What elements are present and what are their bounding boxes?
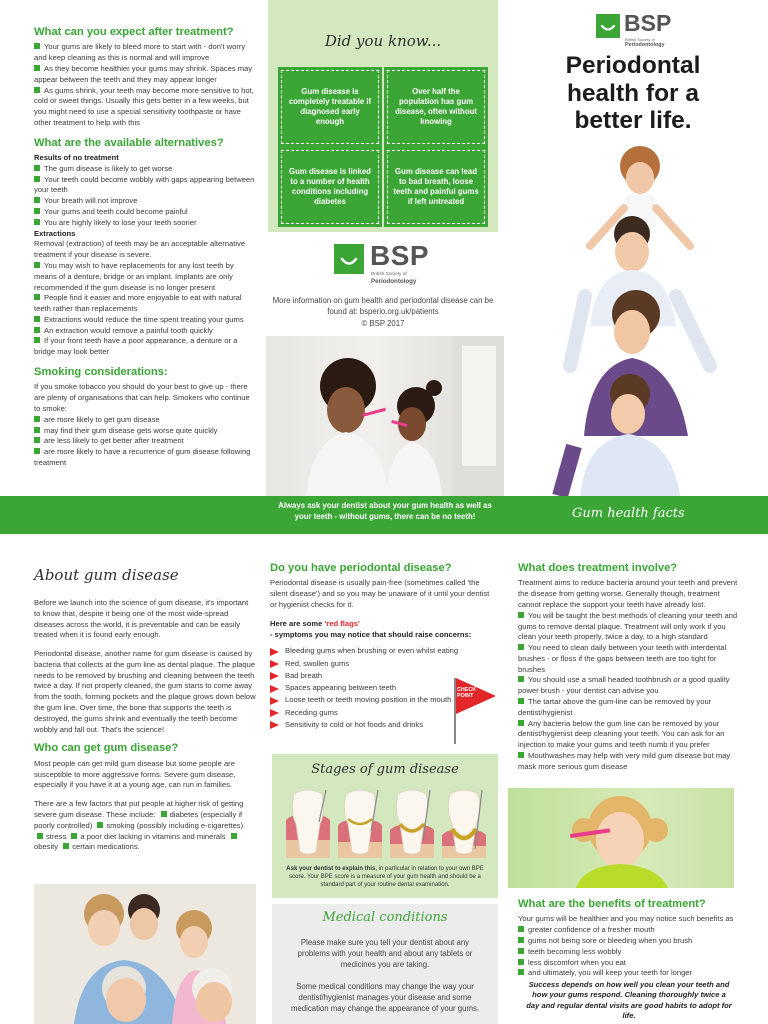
treatment-title: What does treatment involve? [518,562,678,574]
brushing-teeth-photo [266,336,504,496]
list-item: You should use a small headed toothbrush or a good quality power brush - your dentist can advise you [518,675,740,697]
main-title-line: health for a [566,79,700,107]
red-triangle-icon [270,721,279,729]
girl-brushing-photo [508,788,734,888]
stages-caption [278,866,492,889]
red-flag-item [270,659,498,670]
family-photo [540,136,730,496]
grandparents-photo [34,884,256,1024]
green-square-icon [63,843,69,849]
red-flag-text: Spaces appearing between teeth [285,683,397,693]
red-triangle-icon [270,648,279,656]
red-triangle-icon [270,660,279,668]
red-flag-text: Bad breath [285,670,323,680]
periodontal-paragraph: Periodontal disease is usually pain-free (sometimes called 'the silent disease') and so you may be unaware of it until your dentist or hygienist checks for it. [270,578,490,609]
logo-subtext-1: British Society of [625,37,655,42]
bsp-logo-top [596,10,706,54]
list-item: You need to clean daily between your teeth with interdental brushes - or floss if the gaps between teeth are too tight for brushes [518,643,740,675]
list-item: and ultimately, you will keep your teeth for longer [518,968,740,979]
green-square-icon [97,822,103,828]
list-item: You are highly likely to lose your teeth sooner [34,218,256,229]
tooth-stages-icon [278,786,492,858]
list-item: are more likely to get gum disease [34,415,256,426]
risk-factor: a poor diet lacking in vitamins and minerals [80,831,226,841]
red-triangle-icon [270,697,279,705]
list-item: Your teeth could become wobbly with gaps appearing between your teeth [34,174,255,195]
list-item: Your gums and teeth could become painful [34,207,256,218]
family-illustration [540,136,730,496]
extractions-paragraph: Removal (extraction) of teeth may be an acceptable alternative treatment if your disease is severe. [34,239,246,260]
periodontal-title: Do you have periodontal disease? [270,562,452,574]
stages-illustration [278,786,492,858]
list-item: teeth becoming less wobbly [518,947,740,958]
who-title: Who can get gum disease? [34,742,179,755]
benefits-title: What are the benefits of treatment? [518,898,706,910]
list-item: The gum disease is likely to get worse [34,164,256,175]
risk-factor: smoking (possibly including e-cigarettes) [106,820,244,830]
smoking-list [34,415,256,469]
banner-text: Always ask your dentist about your gum health as well as your teeth - without gums, there can be no teeth! [278,501,492,521]
about-gum-disease-heading: About gum disease [34,566,179,584]
main-title-line: Periodontal [565,52,701,79]
smile-logo-icon [596,14,620,38]
list-item: Mouthwashes may help with very mild gum disease but may mask more serious gum disease [518,751,740,773]
red-flag-text: Red, swollen gums [285,658,350,668]
risk-factor: certain medications. [72,842,140,852]
list-item: People find it easier and more enjoyable to eat with natural teeth rather than replacements [34,293,256,315]
did-you-know-heading: Did you know... [324,32,442,50]
tooth-stage-icon [390,790,434,858]
red-flag-text: Receding gums [285,707,338,717]
logo-text: BSP [624,10,672,36]
girl-brushing-illustration [508,788,734,888]
bsp-logo-middle [334,238,454,288]
smile-logo-icon [334,244,364,274]
green-square-icon [161,811,167,817]
who-paragraph: Most people can get mild gum disease but some people are susceptible to more aggressive forms. Severe gum disease, especially if you have it at a young age, can run in families. [34,758,236,790]
about-paragraph: Before we launch into the science of gum disease, it's important to know that, despite it being one of the most wide-spread diseases across the world, it is preventable and can be easily treated when it is found early enough. [34,598,249,640]
risk-factor: stress [46,831,67,841]
copyright-text: © BSP 2017 [361,319,405,328]
brushing-illustration [266,336,504,496]
red-flag-item [270,646,498,657]
benefits-section [518,898,740,979]
red-triangle-icon [270,685,279,693]
red-triangle-icon [270,672,279,680]
banner-label: Gum health facts [572,506,685,521]
treatment-section [518,562,740,773]
extractions-list [34,261,256,358]
risk-factors-paragraph [34,799,256,853]
medical-heading: Medical conditions [322,910,448,925]
list-item: An extraction would remove a painful tooth quickly [34,326,256,337]
list-item: As gums shrink, your teeth may become more sensitive to hot, cold or sweet things. Usually this gets better in a few weeks, but you might need to use a special sensitivity toothpaste or have other treatment to help with this [34,86,256,129]
smoking-title: Smoking considerations: [34,365,168,378]
stages-heading: Stages of gum disease [311,762,459,777]
main-title-line: better life. [574,107,692,135]
list-item: Any bacteria below the gum line can be removed by your dentist/hygienist deep cleaning your teeth. You can ask for an injection to make your gums and teeth numb if you prefer [518,719,740,751]
red-flags-intro-1: Here are some [270,618,325,628]
tooth-stage-icon [286,790,330,858]
red-triangle-icon [270,709,279,717]
logo-subtext-2: Periodontology [625,42,665,48]
medical-paragraph: Please make sure you tell your dentist about any problems with your health and about any tablets or medicines you are taking. [297,938,473,969]
tooth-stage-icon [338,790,382,858]
red-flag-text: Bleeding gums when brushing or even whilst eating [285,646,459,656]
closing-statement: Success depends on how well you clean your teeth and how your gums respond. Cleaning thoroughly twice a day and regular dental visits are good habits to adopt for life. [526,980,732,1021]
list-item: Your breath will not improve [34,196,256,207]
red-flags-highlight: 'red flags' [324,618,360,628]
list-item: less discomfort when you eat [518,958,740,969]
main-title [538,52,728,135]
red-flag-text: Sensitivity to cold or hot foods and drinks [285,720,424,730]
risk-factor: diabetes (especially if poorly controlled) [34,809,243,830]
fact-card: Over half the population has gum disease, often without knowing [387,70,485,144]
red-flags-intro-2: - symptoms you may notice that should raise concerns: [270,629,472,639]
bottom-left-column [34,598,256,853]
check-point-text: CHECK [457,687,477,693]
treatment-paragraph: Treatment aims to reduce bacteria around your teeth and prevent the disease from getting worse. Generally though, treatment cannot replace the support your teeth have already lost. [518,578,738,609]
green-square-icon [37,833,43,839]
about-paragraph: Periodontal disease, another name for gum disease is caused by bacteria that collects at the gum line as dental plaque. The plaque needs to be removed by brushing and cleaning between the teeth twice a day. If not properly cleaned, the gum starts to come away from the tooth, forming pockets and the plaque grows down below the gum line. Over time, the bone that supports the teeth is destroyed, the gums shrink and eventually the teeth become wobbly and fall out. That's the science! [34,649,256,734]
check-point-flag-icon [452,674,498,744]
list-item: are more likely to have a recurrence of gum disease following treatment [34,447,256,469]
list-item: You will be taught the best methods of cleaning your teeth and gums to remove dental plaque. Treatment will only work if you clean your teeth properly, twice a day, to a high standard [518,611,740,643]
tooth-stage-icon [442,790,486,858]
list-item: If your front teeth have a poor appearance, a denture or a bridge may look better [34,336,256,358]
list-item: may find their gum disease gets worse quite quickly [34,426,256,437]
logo-text: BSP [370,240,430,271]
check-point-label [457,687,476,699]
more-info-text: More information on gum health and periodontal disease can be found at: bsperio.org.uk/patients [272,296,494,316]
after-treatment-list [34,42,256,128]
smoking-paragraph: If you smoke tobacco you should do your best to give up - there are plenty of organisations that can help. Smokers who continue to smoke: [34,382,250,413]
extractions-subtitle: Extractions [34,228,76,238]
list-item: are less likely to get better after treatment [34,436,256,447]
check-point-text: POINT [457,693,474,700]
no-treatment-list [34,164,256,229]
risk-intro: There are a few factors that put people at higher risk of getting severe gum disease. These include: [34,799,244,819]
red-flag-text: Loose teeth or teeth moving position in the mouth [285,695,452,705]
no-treatment-subtitle: Results of no treatment [34,153,119,163]
list-item: Your gums are likely to bleed more to start with - don't worry and keep cleaning as this is normal and will improve [34,42,256,64]
fact-card: Gum disease is linked to a number of health conditions including diabetes [281,150,379,224]
after-treatment-title: What can you expect after treatment? [34,26,234,38]
treatment-list [518,611,740,773]
list-item: As they become healthier your gums may shrink. Spaces may appear between the teeth and they may appear longer [34,64,256,86]
red-flags-intro [270,619,498,630]
list-item: gums not being sore or bleeding when you brush [518,936,740,947]
stages-caption-bold: Ask your dentist to explain this [286,866,376,872]
stages-caption-text: , in particular in relation to your own BPE score. Your BPE score is a measure of your gum health and should be a standard part of your routine dental examination. [289,866,484,888]
benefits-list [518,925,740,979]
list-item: The tartar above the gum-line can be removed by your dentist/hygienist [518,697,740,719]
top-left-column [34,26,256,469]
fact-card: Gum disease is completely treatable if diagnosed early enough [281,70,379,144]
list-item: Extractions would reduce the time spent treating your gums [34,315,256,326]
alternatives-title: What are the available alternatives? [34,136,224,149]
grandparents-illustration [34,884,256,1024]
risk-factor: obesity [34,842,59,852]
medical-paragraph: Some medical conditions may change the way your dentist/hygienist manages your disease and some medication may change the appearance of your gums. [290,982,480,1013]
fact-card: Gum disease can lead to bad breath, loose teeth and painful gums if left untreated [387,150,485,224]
benefits-paragraph: Your gums will be healthier and you may notice such benefits as [518,914,734,924]
list-item: greater confidence of a fresher mouth [518,925,740,936]
logo-subtext-2: Periodontology [371,278,417,285]
list-item: You may wish to have replacements for any lost teeth by means of a denture, bridge or an implant. Implants are only recommended if the gum disease is no longer present [34,261,256,293]
logo-subtext-1: British Society of [371,272,407,277]
green-square-icon [231,833,237,839]
green-square-icon [71,833,77,839]
